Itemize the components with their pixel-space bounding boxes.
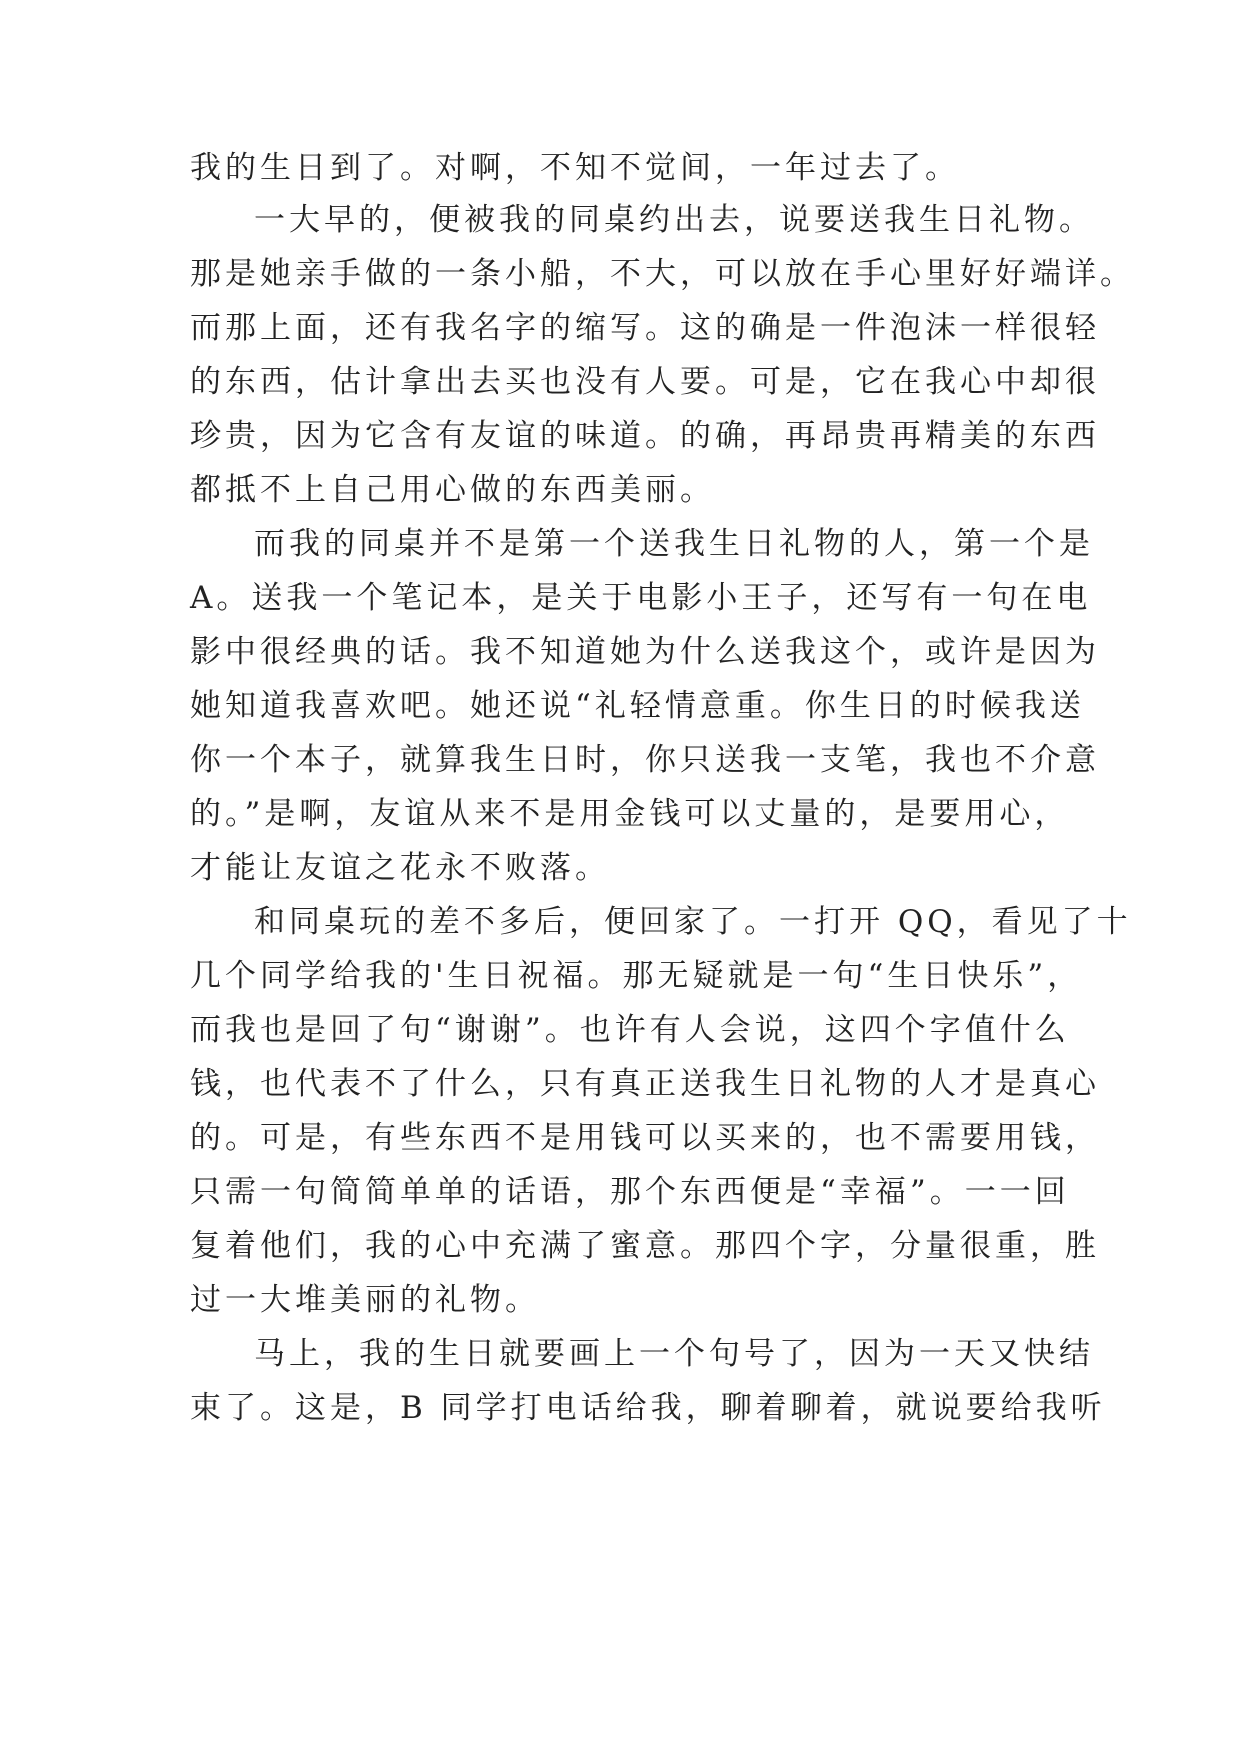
- text-line: 几个同学给我的'生日祝福。那无疑就是一句“生日快乐”，: [190, 958, 1083, 994]
- text-line: 过一大堆美丽的礼物。: [190, 1282, 540, 1318]
- text-line: 她知道我喜欢吧。她还说“礼轻情意重。你生日的时候我送: [190, 688, 1085, 724]
- paragraph-first-line: 而我的同桌并不是第一个送我生日礼物的人，第一个是: [254, 526, 1094, 562]
- text-line: 的。可是，有些东西不是用钱可以买来的，也不需要用钱，: [190, 1120, 1100, 1156]
- paragraph-first-line: 和同桌玩的差不多后，便回家了。一打开 QQ，看见了十: [254, 904, 1132, 940]
- text-line: A。送我一个笔记本，是关于电影小王子，还写有一句在电: [190, 580, 1092, 616]
- text-line: 影中很经典的话。我不知道她为什么送我这个，或许是因为: [190, 634, 1100, 670]
- text-line: 我的生日到了。对啊，不知不觉间，一年过去了。: [190, 150, 960, 186]
- text-line: 的东西，估计拿出去买也没有人要。可是，它在我心中却很: [190, 364, 1100, 400]
- text-line: 而那上面，还有我名字的缩写。这的确是一件泡沫一样很轻: [190, 310, 1100, 346]
- text-line: 才能让友谊之花永不败落。: [190, 850, 610, 886]
- text-line: 的。”是啊，友谊从来不是用金钱可以丈量的，是要用心，: [190, 796, 1070, 832]
- text-line: 而我也是回了句“谢谢”。也许有人会说，这四个字值什么: [190, 1012, 1070, 1048]
- text-line: 只需一句简简单单的话语，那个东西便是“幸福”。一一回: [190, 1174, 1070, 1210]
- text-line: 那是她亲手做的一条小船，不大，可以放在手心里好好端详。: [190, 256, 1135, 292]
- text-line: 珍贵，因为它含有友谊的味道。的确，再昂贵再精美的东西: [190, 418, 1100, 454]
- paragraph-first-line: 马上，我的生日就要画上一个句号了，因为一天又快结: [254, 1336, 1094, 1372]
- text-line: 都抵不上自己用心做的东西美丽。: [190, 472, 715, 508]
- text-line: 束了。这是，B 同学打电话给我，聊着聊着，就说要给我听: [190, 1390, 1106, 1426]
- text-line: 钱，也代表不了什么，只有真正送我生日礼物的人才是真心: [190, 1066, 1100, 1102]
- text-line: 复着他们，我的心中充满了蜜意。那四个字，分量很重，胜: [190, 1228, 1100, 1264]
- paragraph-first-line: 一大早的，便被我的同桌约出去，说要送我生日礼物。: [254, 202, 1094, 238]
- text-line: 你一个本子，就算我生日时，你只送我一支笔，我也不介意: [190, 742, 1100, 778]
